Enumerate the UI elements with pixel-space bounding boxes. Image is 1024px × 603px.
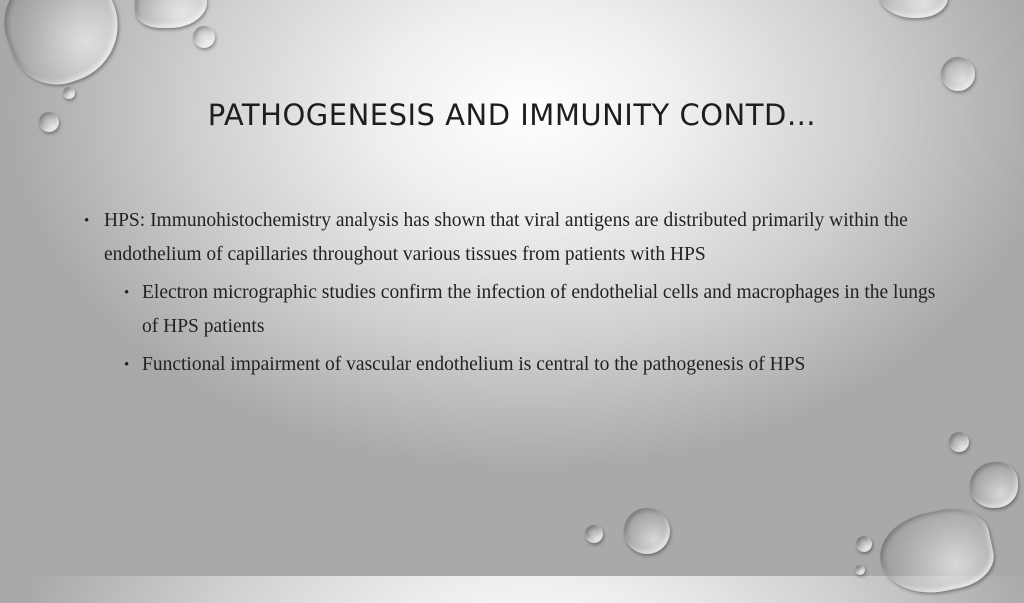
water-droplet-decoration xyxy=(855,565,865,575)
bullet-marker: • xyxy=(84,213,90,229)
bullet-item xyxy=(84,204,944,272)
water-droplet-decoration xyxy=(878,0,948,18)
bullet-text: Electron micrographic studies confirm the infection of endothelial cells and macrophages in the lungs of HPS patients xyxy=(142,282,936,337)
water-droplet-decoration xyxy=(624,508,670,554)
slide-title: PATHOGENESIS AND IMMUNITY CONTD… xyxy=(207,98,817,132)
water-droplet-decoration xyxy=(0,0,134,98)
slide-body xyxy=(84,204,944,382)
sub-bullet-item xyxy=(84,276,944,344)
water-droplet-decoration xyxy=(873,501,999,603)
bullet-marker: • xyxy=(124,285,130,301)
bullet-text: HPS: Immunohistochemistry analysis has shown that viral antigens are distributed primarily within the endothelium of capillaries throughout various tissues from patients with HPS xyxy=(104,210,908,265)
water-droplet-decoration xyxy=(949,432,969,452)
water-droplet-decoration xyxy=(856,536,872,552)
sub-bullet-item xyxy=(84,348,944,382)
water-droplet-decoration xyxy=(970,462,1018,508)
water-droplet-decoration xyxy=(585,525,603,543)
water-droplet-decoration xyxy=(193,26,215,48)
bullet-marker: • xyxy=(124,357,130,373)
bullet-text: Functional impairment of vascular endothelium is central to the pathogenesis of HPS xyxy=(142,354,806,375)
water-droplet-decoration xyxy=(135,0,207,28)
water-droplet-decoration xyxy=(941,57,975,91)
